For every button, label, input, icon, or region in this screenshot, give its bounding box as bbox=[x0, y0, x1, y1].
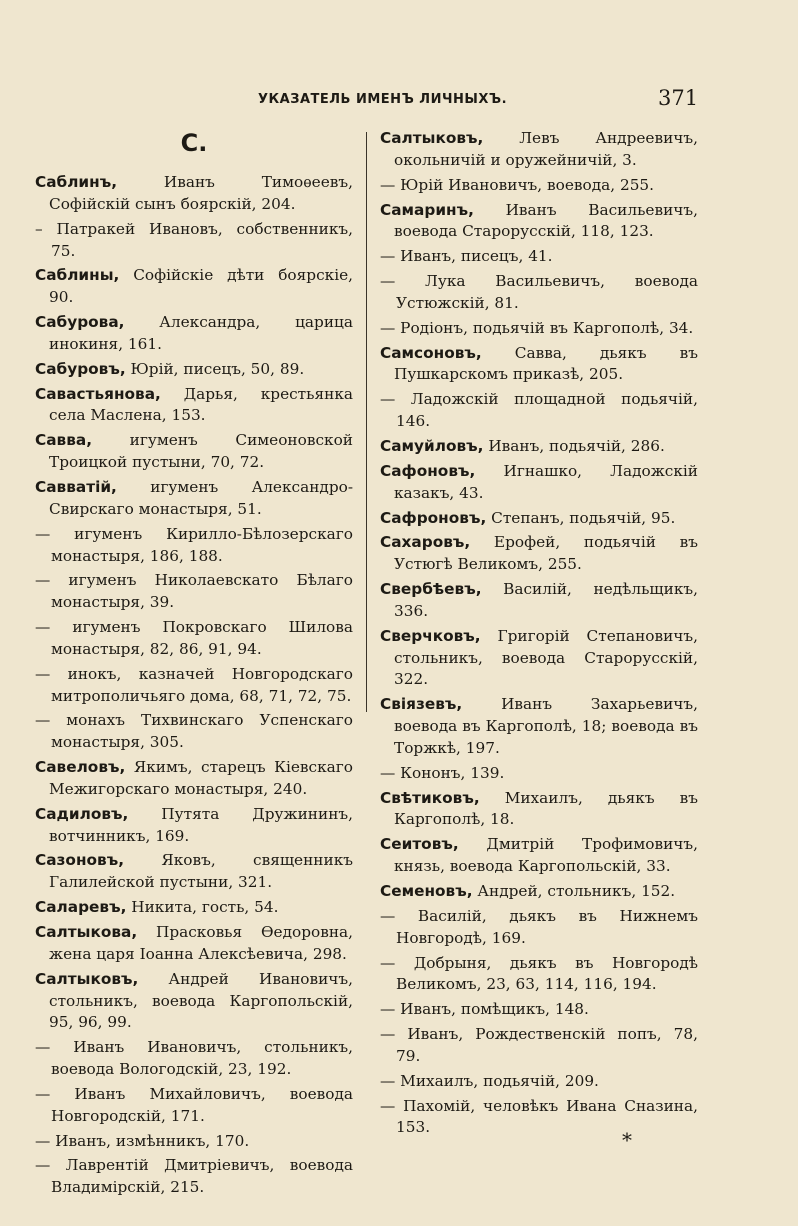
right-column bbox=[380, 128, 698, 1142]
entry-text: — Лаврентій Дмитріевичъ, воевода Владимірскій, 215. bbox=[35, 1156, 353, 1197]
index-entry bbox=[380, 906, 698, 950]
entry-headword: Салтыковъ, bbox=[35, 969, 139, 988]
entry-text: Иванъ Захарьевичъ, воевода въ Каргополѣ, 18; воевода въ Торжкѣ, 197. bbox=[394, 695, 698, 757]
entry-text: — Иванъ, помѣщикъ, 148. bbox=[380, 1000, 589, 1019]
index-entry bbox=[35, 664, 353, 708]
right-entries bbox=[380, 128, 698, 1139]
entry-text: — игуменъ Покровскаго Шилова монастыря, 82, 86, 91, 94. bbox=[35, 618, 353, 658]
entry-text: игуменъ Симеоновской Троицкой пустыни, 70, 72. bbox=[49, 431, 353, 472]
index-entry bbox=[380, 1024, 698, 1068]
entry-headword: Сахаровъ, bbox=[380, 533, 471, 552]
entry-text: Савва, дьякъ въ Пушкарскомъ приказѣ, 205. bbox=[394, 343, 698, 384]
entry-text: Иванъ, подьячій, 286. bbox=[483, 436, 665, 455]
left-column bbox=[35, 128, 353, 1202]
entry-text: — Иванъ Ивановичъ, стольникъ, воевода Вологодскій, 23, 192. bbox=[35, 1038, 353, 1079]
index-entry bbox=[35, 219, 353, 263]
entry-headword: Сабуровъ, bbox=[35, 359, 126, 378]
entry-headword: Савастьянова, bbox=[35, 384, 161, 403]
index-entry bbox=[35, 1155, 353, 1199]
entry-text: — Добрыня, дьякъ въ Новгородѣ Великомъ, 23, 63, 114, 116, 194. bbox=[380, 953, 698, 994]
entry-text: — Пахомій, человѣкъ Ивана Сназина, 153. bbox=[380, 1096, 698, 1137]
section-letter: С. bbox=[180, 129, 208, 157]
entry-headword: Сабурова, bbox=[35, 313, 125, 332]
index-entry bbox=[380, 461, 698, 505]
column-divider bbox=[366, 132, 367, 712]
entry-text: Андрей Ивановичъ, стольникъ, воевода Каргопольскій, 95, 96, 99. bbox=[49, 969, 353, 1032]
entry-text: — инокъ, казначей Новгородскаго митрополичьяго дома, 68, 71, 72, 75. bbox=[35, 664, 353, 705]
index-entry bbox=[380, 175, 698, 197]
index-entry bbox=[380, 128, 698, 172]
entry-headword: Сазоновъ, bbox=[35, 851, 125, 870]
entry-text: — Иванъ Михайловичъ, воевода Новгородскій, 171. bbox=[35, 1084, 353, 1125]
entry-text: — игуменъ Николаевскато Бѣлаго монастыря, 39. bbox=[35, 571, 353, 612]
entry-headword: Сафоновъ, bbox=[380, 461, 476, 480]
entry-text: — Иванъ, писецъ, 41. bbox=[380, 247, 553, 266]
entry-text: — игуменъ Кирилло-Бѣлозерскаго монастыря, 186, 188. bbox=[35, 524, 353, 565]
entry-text: Софійскіе дѣти боярскіе, 90. bbox=[49, 266, 353, 307]
page-header bbox=[0, 88, 798, 118]
entry-headword: Салтыковъ, bbox=[380, 129, 484, 147]
index-entry bbox=[35, 384, 353, 428]
index-entry bbox=[380, 763, 698, 785]
entry-text: Юрій, писецъ, 50, 89. bbox=[125, 359, 305, 378]
entry-text: Яковъ, священникъ Галилейской пустыни, 321. bbox=[49, 851, 353, 892]
entry-text: Путята Дружининъ, вотчинникъ, 169. bbox=[49, 804, 353, 845]
entry-headword: Самуйловъ, bbox=[380, 436, 484, 455]
index-entry bbox=[380, 1096, 698, 1140]
entry-headword: Садиловъ, bbox=[35, 804, 129, 823]
index-entry bbox=[35, 430, 353, 474]
entry-headword: Самаринъ, bbox=[380, 200, 474, 219]
footer-asterisk: * bbox=[622, 1128, 632, 1152]
index-entry bbox=[35, 477, 353, 521]
entry-text: Левъ Андреевичъ, окольничій и оружейничій, 3. bbox=[394, 129, 698, 169]
entry-text: Иванъ Тимоѳеевъ, Софійскій сынъ боярскій, 204. bbox=[49, 173, 353, 213]
index-entry bbox=[35, 617, 353, 661]
index-entry bbox=[380, 953, 698, 997]
entry-text: — Василій, дьякъ въ Нижнемъ Новгородѣ, 169. bbox=[380, 906, 698, 947]
entry-headword: Савва, bbox=[35, 431, 93, 450]
entry-text: Михаилъ, дьякъ въ Каргополѣ, 18. bbox=[394, 788, 698, 829]
entry-text: – Патракей Ивановъ, собственникъ, 75. bbox=[35, 219, 353, 260]
index-entry bbox=[380, 532, 698, 576]
entry-headword: Саблины, bbox=[35, 266, 120, 285]
index-entry bbox=[35, 897, 353, 919]
entry-text: Никита, гость, 54. bbox=[126, 898, 279, 917]
index-entry bbox=[35, 1131, 353, 1153]
entry-headword: Сеитовъ, bbox=[380, 835, 459, 854]
entry-headword: Саблинъ, bbox=[35, 173, 118, 191]
index-entry bbox=[35, 1084, 353, 1128]
entry-text: — Михаилъ, подьячій, 209. bbox=[380, 1071, 599, 1090]
index-entry bbox=[380, 389, 698, 433]
index-entry bbox=[35, 172, 353, 216]
entry-headword: Семеновъ, bbox=[380, 882, 473, 900]
index-entry bbox=[380, 626, 698, 692]
index-entry bbox=[35, 1037, 353, 1081]
entry-text: Якимъ, старецъ Кіевскаго Межигорскаго монастыря, 240. bbox=[49, 758, 353, 798]
left-entries bbox=[35, 172, 353, 1199]
index-entry bbox=[380, 271, 698, 315]
index-entry bbox=[380, 200, 698, 244]
index-entry bbox=[380, 436, 698, 458]
entry-text: — Иванъ, Рождественскій попъ, 78, 79. bbox=[380, 1025, 698, 1065]
entry-text: игуменъ Александро-Свирскаго монастыря, 51. bbox=[49, 477, 353, 518]
entry-text: Ерофей, подьячій въ Устюгѣ Великомъ, 255. bbox=[394, 533, 698, 574]
entry-headword: Саларевъ, bbox=[35, 898, 127, 917]
entry-text: Дарья, крестьянка села Маслена, 153. bbox=[49, 384, 353, 425]
index-entry bbox=[380, 343, 698, 387]
entry-text: — Юрій Ивановичъ, воевода, 255. bbox=[380, 175, 655, 194]
index-entry bbox=[35, 710, 353, 754]
entry-headword: Савеловъ, bbox=[35, 758, 126, 777]
index-entry bbox=[380, 1071, 698, 1093]
entry-headword: Свербѣевъ, bbox=[380, 580, 482, 599]
index-entry bbox=[380, 694, 698, 760]
index-entry bbox=[380, 999, 698, 1021]
index-entry bbox=[380, 508, 698, 530]
entry-headword: Савватій, bbox=[35, 477, 117, 496]
index-entry bbox=[35, 969, 353, 1035]
entry-text: Прасковья Ѳедоровна, жена царя Іоанна Алексѣевича, 298. bbox=[49, 923, 353, 963]
index-entry bbox=[35, 359, 353, 381]
entry-text: Степанъ, подьячій, 95. bbox=[486, 508, 676, 527]
index-entry bbox=[35, 524, 353, 568]
entry-text: Александра, царица инокиня, 161. bbox=[49, 313, 353, 353]
entry-text: Иванъ Васильевичъ, воевода Старорусскій, 118, 123. bbox=[394, 200, 698, 241]
index-entry bbox=[35, 757, 353, 801]
index-entry bbox=[35, 922, 353, 966]
entry-headword: Свіязевъ, bbox=[380, 695, 463, 714]
index-entry bbox=[380, 834, 698, 878]
index-entry bbox=[380, 788, 698, 832]
entry-headword: Свѣтиковъ, bbox=[380, 788, 480, 807]
entry-text: — Ладожскій площадной подьячій, 146. bbox=[380, 390, 698, 431]
entry-text: — монахъ Тихвинскаго Успенскаго монастыря, 305. bbox=[35, 711, 353, 752]
entry-text: — Родіонъ, подьячій въ Каргополѣ, 34. bbox=[380, 318, 694, 337]
index-entry bbox=[35, 804, 353, 848]
entry-text: Игнашко, Ладожскій казакъ, 43. bbox=[394, 461, 698, 502]
entry-text: — Лука Васильевичъ, воевода Устюжскій, 81. bbox=[380, 272, 698, 312]
index-entry bbox=[380, 579, 698, 623]
entry-text: Дмитрій Трофимовичъ, князь, воевода Каргопольскій, 33. bbox=[394, 835, 698, 876]
index-entry bbox=[35, 570, 353, 614]
entry-text: — Иванъ, измѣнникъ, 170. bbox=[35, 1131, 250, 1150]
entry-headword: Самсоновъ, bbox=[380, 343, 482, 362]
entry-text: Григорій Степановичъ, стольникъ, воевода Старорусскій, 322. bbox=[394, 626, 698, 689]
running-head: УКАЗАТЕЛЬ ИМЕНЪ ЛИЧНЫХЪ. bbox=[258, 92, 508, 107]
index-entry bbox=[35, 850, 353, 894]
entry-text: — Кононъ, 139. bbox=[380, 763, 505, 782]
index-entry bbox=[380, 881, 698, 903]
index-entry bbox=[35, 265, 353, 309]
index-entry bbox=[380, 246, 698, 268]
page-number: 371 bbox=[658, 86, 699, 110]
index-entry bbox=[35, 312, 353, 356]
index-entry bbox=[380, 318, 698, 340]
entry-headword: Салтыкова, bbox=[35, 923, 138, 941]
entry-text: Андрей, стольникъ, 152. bbox=[472, 882, 676, 900]
entry-headword: Сафроновъ, bbox=[380, 508, 487, 527]
entry-text: Василій, недѣльщикъ, 336. bbox=[394, 580, 698, 620]
entry-headword: Сверчковъ, bbox=[380, 626, 481, 645]
